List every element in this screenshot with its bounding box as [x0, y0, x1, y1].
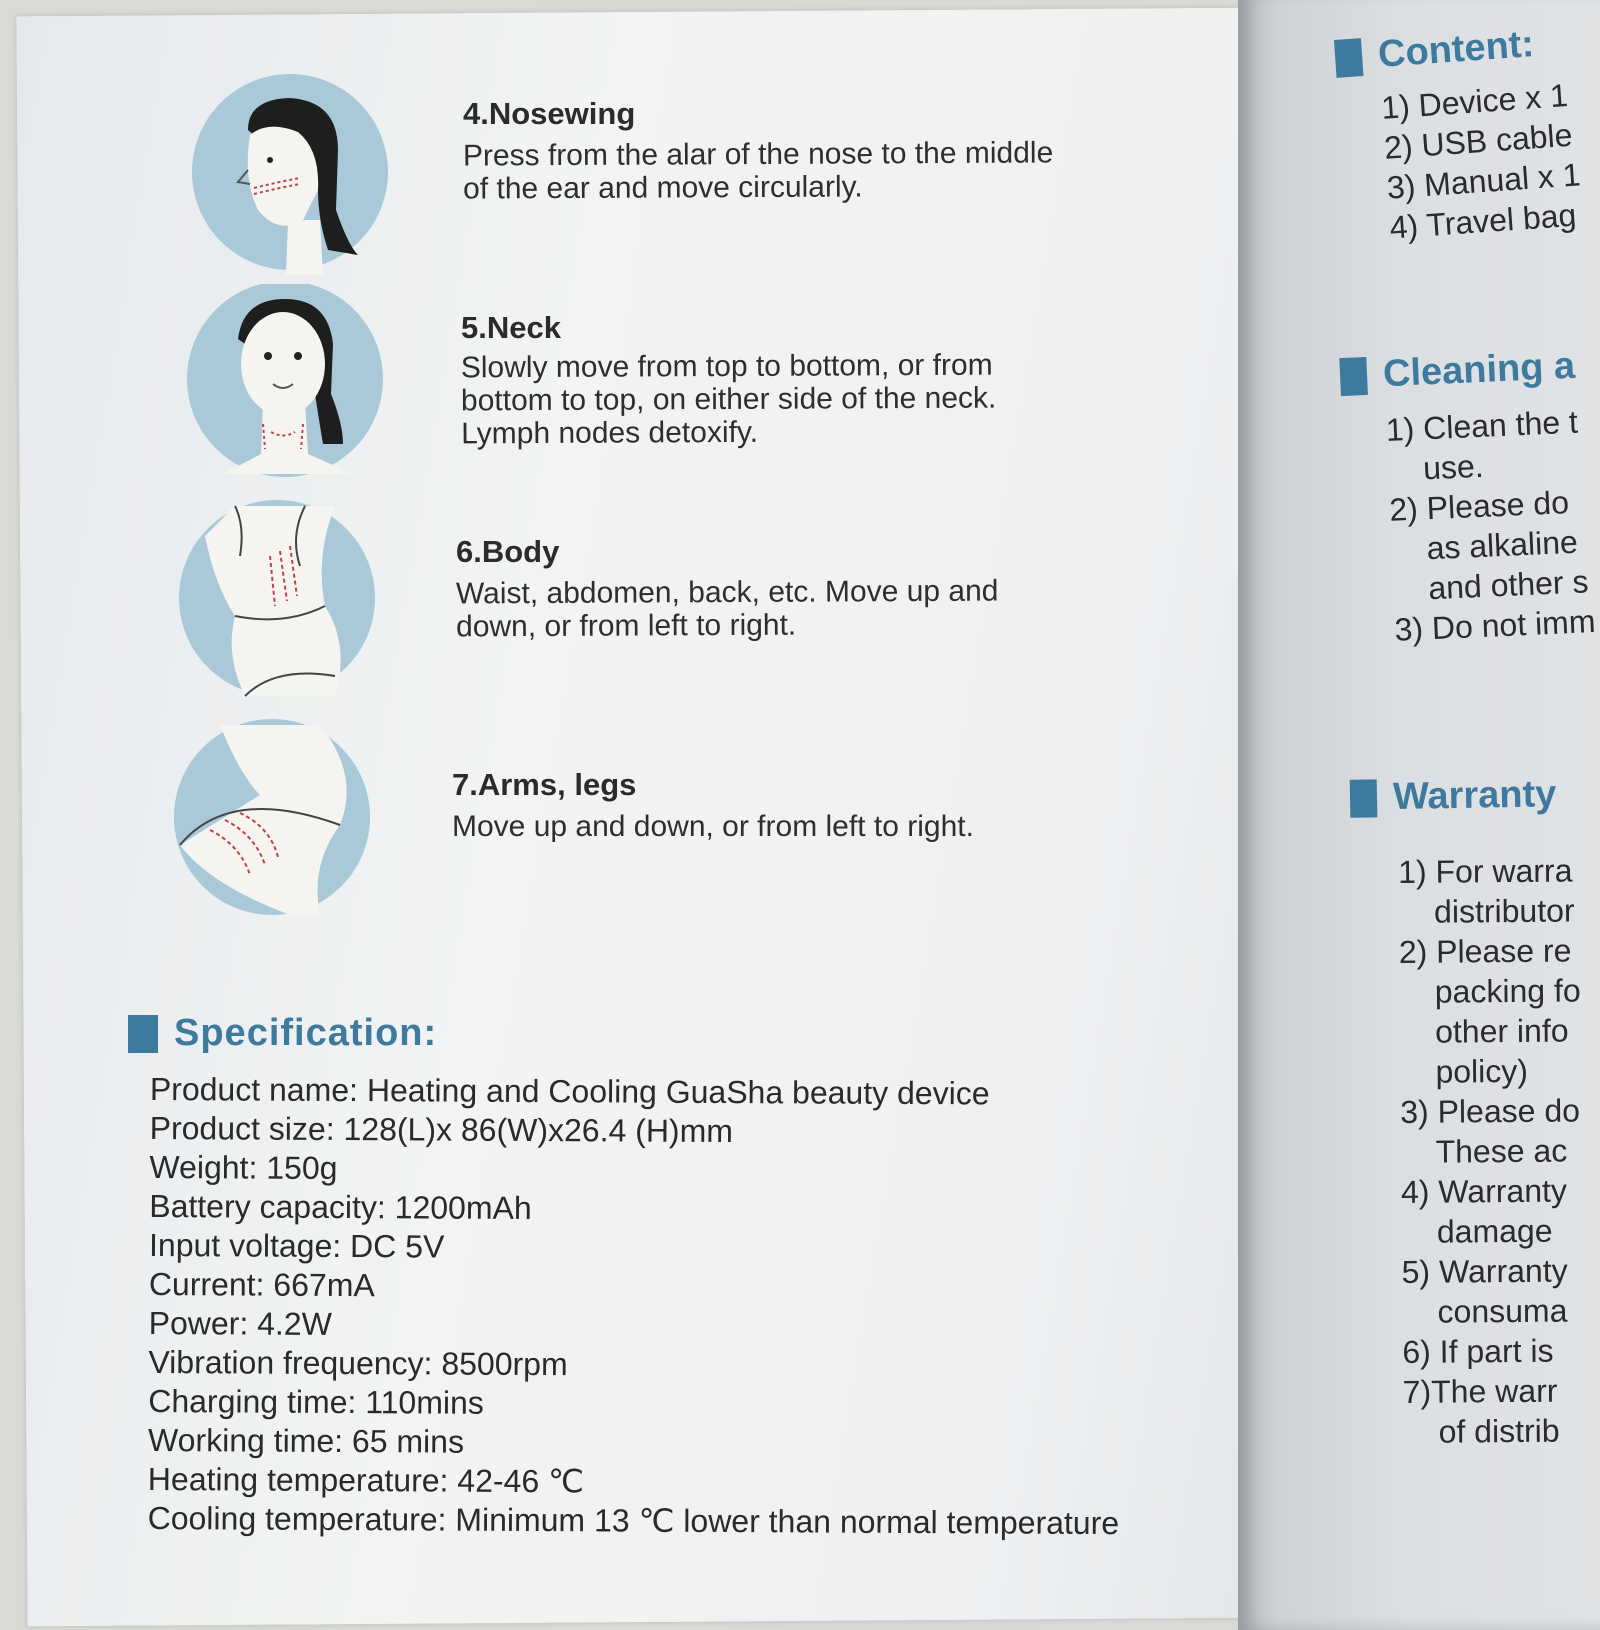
spec-line: Charging time: 110mins — [148, 1382, 484, 1421]
spec-line: Working time: 65 mins — [147, 1421, 465, 1460]
step-desc-arms-legs: Move up and down, or from left to right. — [452, 810, 974, 843]
specification-heading — [128, 1012, 437, 1055]
cleaning-item: 1) Clean the t — [1385, 403, 1579, 448]
warranty-item: 7)The warr — [1402, 1372, 1558, 1410]
spec-line: Power: 4.2W — [148, 1304, 332, 1342]
cleaning-item: 2) Please do — [1388, 484, 1570, 528]
warranty-item: 6) If part is — [1402, 1332, 1554, 1370]
spec-line: Cooling temperature: Minimum 13 ℃ lower than normal temperature — [147, 1499, 1120, 1542]
warranty-item: These ac — [1400, 1132, 1568, 1170]
section-marker — [1339, 356, 1368, 395]
warranty-item: of distrib — [1402, 1412, 1560, 1450]
specification-title: Specification: — [174, 1012, 438, 1054]
warranty-item: other info — [1399, 1012, 1569, 1050]
step-desc-nosewing: Press from the alar of the nose to the middle of the ear and move circularly. — [462, 136, 1054, 206]
spec-line: Product name: Heating and Cooling GuaSha beauty device — [149, 1071, 990, 1112]
warranty-item: damage — [1401, 1212, 1553, 1250]
arms-legs-illustration — [170, 715, 375, 920]
content-title: Content: — [1376, 23, 1536, 76]
warranty-title: Warranty — [1392, 773, 1557, 819]
warranty-heading — [1350, 773, 1557, 820]
neck-illustration — [183, 284, 388, 489]
specification-list — [148, 1070, 1270, 1544]
cleaning-item: and other s — [1392, 563, 1590, 608]
step-desc-neck: Slowly move from top to bottom, or from bottom to top, on either side of the neck. Lymph nodes detoxify. — [460, 348, 997, 451]
content-item: 2) USB cable — [1382, 116, 1574, 166]
nosewing-illustration — [188, 70, 393, 275]
spec-line: Battery capacity: 1200mAh — [149, 1187, 532, 1227]
step-desc-body: Waist, abdomen, back, etc. Move up and down, or from left to right. — [455, 574, 999, 644]
content-item: 1) Device x 1 — [1380, 76, 1569, 126]
warranty-item: consuma — [1401, 1292, 1568, 1330]
section-marker — [128, 1015, 158, 1053]
warranty-item: 2) Please re — [1398, 932, 1572, 970]
warranty-item: policy) — [1399, 1052, 1529, 1090]
warranty-item: 1) For warra — [1398, 852, 1573, 890]
content-item: 3) Manual x 1 — [1385, 156, 1582, 206]
cleaning-item: 3) Do not imm — [1393, 603, 1597, 648]
warranty-item: 5) Warranty — [1401, 1252, 1568, 1290]
spec-line: Heating temperature: 42-46 ℃ — [147, 1460, 585, 1500]
cleaning-item: use. — [1386, 447, 1485, 488]
spec-line: Vibration frequency: 8500rpm — [148, 1343, 568, 1383]
cleaning-item: as alkaline — [1390, 523, 1579, 568]
spec-line: Input voltage: DC 5V — [148, 1226, 445, 1265]
content-list — [1380, 74, 1585, 247]
step-title-nosewing: 4.Nosewing — [463, 96, 636, 131]
content-item: 4) Travel bag — [1388, 196, 1578, 246]
step-title-neck: 5.Neck — [461, 310, 561, 345]
section-marker — [1334, 38, 1364, 78]
spec-line: Weight: 150g — [149, 1148, 338, 1186]
warranty-item: distributor — [1398, 892, 1575, 930]
spec-line: Current: 667mA — [148, 1265, 375, 1304]
cleaning-list — [1385, 401, 1596, 650]
warranty-item: packing fo — [1399, 972, 1581, 1010]
warranty-list — [1398, 850, 1585, 1452]
section-marker — [1350, 779, 1378, 817]
step-title-arms-legs: 7.Arms, legs — [452, 767, 637, 802]
warranty-item: 3) Please do — [1400, 1092, 1581, 1130]
spec-line: Product size: 128(L)x 86(W)x26.4 (H)mm — [149, 1109, 734, 1150]
step-title-body: 6.Body — [456, 534, 560, 569]
cleaning-title: Cleaning a — [1382, 344, 1576, 396]
body-illustration — [175, 496, 380, 701]
warranty-item: 4) Warranty — [1400, 1172, 1568, 1210]
